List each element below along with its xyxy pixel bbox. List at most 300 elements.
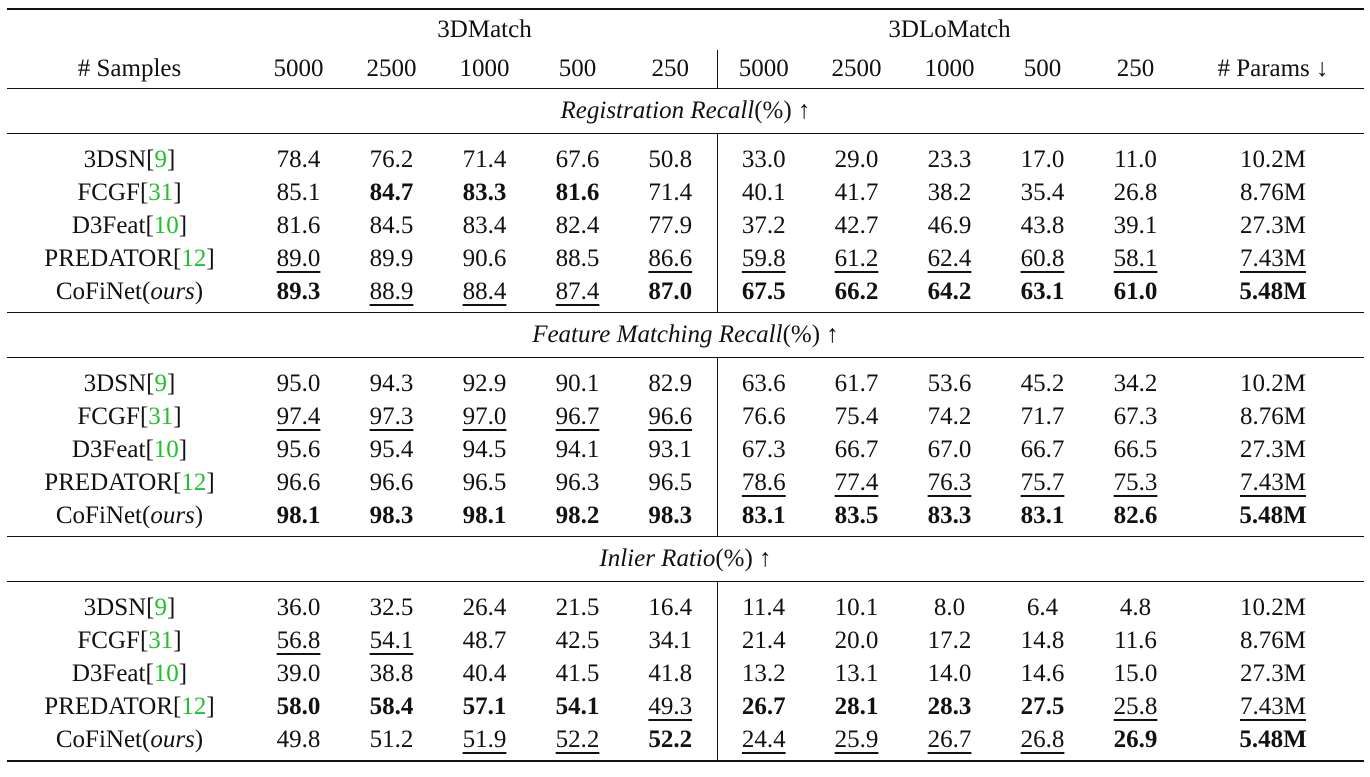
metric-value-cell bbox=[903, 657, 996, 690]
params-value: 10.2M bbox=[1240, 146, 1306, 173]
metric-value-cell bbox=[903, 466, 996, 499]
metric-value: 54.1 bbox=[369, 627, 414, 654]
metric-value-cell bbox=[345, 690, 438, 723]
metric-value: 98.3 bbox=[369, 502, 414, 529]
metric-value-cell bbox=[1089, 275, 1182, 313]
citation-link[interactable]: 31 bbox=[148, 179, 174, 206]
metric-value: 83.3 bbox=[927, 502, 972, 529]
table-row bbox=[7, 466, 1364, 499]
metric-value: 13.2 bbox=[741, 660, 786, 687]
table-row bbox=[7, 624, 1364, 657]
metric-value-cell bbox=[996, 433, 1089, 466]
metric-value-cell bbox=[810, 242, 903, 275]
metric-value: 96.6 bbox=[648, 403, 693, 430]
metric-value-cell bbox=[903, 690, 996, 723]
metric-value-cell bbox=[717, 209, 810, 242]
method-name-cell: FCGF[31] bbox=[77, 179, 182, 206]
metric-value: 71.7 bbox=[1020, 403, 1065, 430]
metric-value-cell bbox=[531, 723, 624, 761]
metric-value: 88.4 bbox=[462, 278, 507, 305]
metric-value-cell bbox=[996, 358, 1089, 401]
metric-value-cell bbox=[438, 209, 531, 242]
params-cell bbox=[1182, 176, 1364, 209]
metric-value-cell bbox=[438, 466, 531, 499]
metric-value: 4.8 bbox=[1119, 594, 1152, 621]
sample-count-header: 2500 bbox=[345, 50, 438, 89]
params-value: 27.3M bbox=[1240, 212, 1306, 239]
section-title-text: Inlier Ratio bbox=[599, 545, 716, 572]
metric-value-cell bbox=[252, 176, 345, 209]
metric-value: 26.7 bbox=[927, 726, 972, 753]
metric-value: 21.5 bbox=[555, 594, 600, 621]
metric-value-cell bbox=[1089, 134, 1182, 177]
dataset-3dlomatch-header: 3DLoMatch bbox=[888, 16, 1011, 43]
metric-value: 39.0 bbox=[276, 660, 321, 687]
method-name: 3DSN bbox=[83, 370, 147, 397]
metric-value-cell bbox=[345, 624, 438, 657]
metric-value-cell bbox=[624, 657, 717, 690]
method-name-cell: D3Feat[10] bbox=[71, 212, 188, 239]
metric-value-cell bbox=[810, 499, 903, 537]
metric-value: 66.5 bbox=[1113, 436, 1158, 463]
metric-value: 50.8 bbox=[648, 146, 693, 173]
section-title-text: Registration Recall bbox=[560, 97, 755, 124]
metric-value: 88.5 bbox=[555, 245, 600, 272]
metric-value: 97.3 bbox=[369, 403, 414, 430]
metric-value: 81.6 bbox=[276, 212, 321, 239]
metric-value-cell bbox=[531, 134, 624, 177]
metric-value-cell bbox=[717, 275, 810, 313]
params-value: 8.76M bbox=[1240, 403, 1306, 430]
metric-value-cell bbox=[903, 242, 996, 275]
metric-value: 90.6 bbox=[462, 245, 507, 272]
metric-value: 66.2 bbox=[834, 278, 879, 305]
metric-value: 87.0 bbox=[648, 278, 693, 305]
metric-value-cell bbox=[810, 723, 903, 761]
metric-value-cell bbox=[345, 358, 438, 401]
citation-link[interactable]: 12 bbox=[181, 693, 207, 720]
table-row bbox=[7, 176, 1364, 209]
metric-value: 83.4 bbox=[462, 212, 507, 239]
method-name-cell: FCGF[31] bbox=[77, 627, 182, 654]
params-value: 5.48M bbox=[1239, 278, 1307, 305]
method-name-cell: CoFiNet(ours) bbox=[7, 275, 252, 313]
metric-value: 63.1 bbox=[1020, 278, 1065, 305]
params-cell bbox=[1182, 275, 1364, 313]
metric-value: 60.8 bbox=[1020, 245, 1065, 272]
metric-value: 97.0 bbox=[462, 403, 507, 430]
metric-value: 85.1 bbox=[276, 179, 321, 206]
method-name: D3Feat bbox=[71, 660, 146, 687]
metric-value: 82.9 bbox=[648, 370, 693, 397]
metric-value: 77.9 bbox=[648, 212, 693, 239]
metric-value-cell bbox=[996, 499, 1089, 537]
metric-value-cell bbox=[438, 582, 531, 625]
metric-value: 62.4 bbox=[927, 245, 972, 272]
metric-value-cell bbox=[531, 176, 624, 209]
metric-value-cell bbox=[252, 275, 345, 313]
metric-value-cell bbox=[717, 134, 810, 177]
metric-value: 45.2 bbox=[1020, 370, 1065, 397]
sample-count-header: 1000 bbox=[903, 50, 996, 89]
table-body bbox=[7, 89, 1364, 762]
sample-count-header: 250 bbox=[1089, 50, 1182, 89]
metric-value: 89.0 bbox=[276, 245, 321, 272]
metric-value-cell bbox=[252, 209, 345, 242]
params-cell bbox=[1182, 466, 1364, 499]
citation-link[interactable]: 31 bbox=[148, 403, 174, 430]
metric-value-cell bbox=[996, 466, 1089, 499]
section-title-text: Feature Matching Recall bbox=[532, 321, 783, 348]
metric-value: 36.0 bbox=[276, 594, 321, 621]
metric-value-cell bbox=[717, 466, 810, 499]
metric-value: 20.0 bbox=[834, 627, 879, 654]
metric-value: 81.6 bbox=[555, 179, 600, 206]
metric-value-cell bbox=[624, 466, 717, 499]
method-name-cell: PREDATOR[12] bbox=[44, 469, 215, 496]
metric-value: 96.7 bbox=[555, 403, 600, 430]
table-row bbox=[7, 209, 1364, 242]
metric-value-cell bbox=[903, 582, 996, 625]
citation-link[interactable]: 31 bbox=[148, 627, 174, 654]
metric-value: 26.8 bbox=[1020, 726, 1065, 753]
metric-value: 14.8 bbox=[1020, 627, 1065, 654]
method-name-cell: PREDATOR[12] bbox=[44, 693, 215, 720]
metric-value: 64.2 bbox=[927, 278, 972, 305]
metric-value-cell bbox=[345, 209, 438, 242]
metric-value-cell bbox=[345, 499, 438, 537]
method-name: CoFiNet( bbox=[55, 502, 151, 529]
citation-link[interactable]: 10 bbox=[153, 436, 179, 463]
metric-value: 78.6 bbox=[741, 469, 786, 496]
metric-value-cell bbox=[810, 433, 903, 466]
metric-value-cell bbox=[717, 657, 810, 690]
table-row bbox=[7, 582, 1364, 625]
metric-value-cell bbox=[996, 134, 1089, 177]
metric-value: 51.9 bbox=[462, 726, 507, 753]
metric-value-cell bbox=[996, 209, 1089, 242]
metric-value: 37.2 bbox=[741, 212, 786, 239]
metric-value-cell bbox=[717, 690, 810, 723]
sample-count-header: 250 bbox=[624, 50, 717, 89]
metric-value-cell bbox=[624, 400, 717, 433]
section-title bbox=[7, 313, 1364, 358]
metric-value-cell bbox=[810, 657, 903, 690]
sample-count-header: 500 bbox=[531, 50, 624, 89]
metric-value-cell bbox=[252, 690, 345, 723]
citation-link[interactable]: 9 bbox=[154, 594, 167, 621]
metric-value: 34.2 bbox=[1113, 370, 1158, 397]
metric-value-cell bbox=[717, 400, 810, 433]
metric-value-cell bbox=[1089, 400, 1182, 433]
metric-value-cell bbox=[252, 400, 345, 433]
metric-value-cell bbox=[996, 624, 1089, 657]
table-row bbox=[7, 499, 1364, 537]
metric-value-cell bbox=[624, 624, 717, 657]
metric-value: 10.1 bbox=[834, 594, 879, 621]
metric-value: 75.3 bbox=[1113, 469, 1158, 496]
metric-value-cell bbox=[345, 400, 438, 433]
metric-value: 57.1 bbox=[462, 693, 507, 720]
metric-value: 71.4 bbox=[462, 146, 507, 173]
method-name: D3Feat bbox=[71, 212, 146, 239]
metric-value-cell bbox=[438, 176, 531, 209]
method-name: CoFiNet( bbox=[55, 726, 151, 753]
sample-count-header: 2500 bbox=[810, 50, 903, 89]
metric-value: 83.1 bbox=[1020, 502, 1065, 529]
metric-value-cell bbox=[531, 358, 624, 401]
metric-value: 71.4 bbox=[648, 179, 693, 206]
params-cell bbox=[1182, 358, 1364, 401]
params-value: 10.2M bbox=[1240, 370, 1306, 397]
metric-value-cell bbox=[810, 275, 903, 313]
metric-value-cell bbox=[1089, 466, 1182, 499]
params-header: # Params ↓ bbox=[1182, 50, 1364, 89]
metric-value: 67.5 bbox=[741, 278, 786, 305]
method-name-cell: FCGF[31] bbox=[77, 403, 182, 430]
metric-value: 29.0 bbox=[834, 146, 879, 173]
metric-value-cell bbox=[717, 582, 810, 625]
metric-value: 42.7 bbox=[834, 212, 879, 239]
metric-value-cell bbox=[345, 433, 438, 466]
metric-value: 25.9 bbox=[834, 726, 879, 753]
citation-link[interactable]: 12 bbox=[181, 469, 207, 496]
metric-value-cell bbox=[345, 657, 438, 690]
metric-value-cell bbox=[531, 499, 624, 537]
metric-value: 76.2 bbox=[369, 146, 414, 173]
metric-value: 83.5 bbox=[834, 502, 879, 529]
metric-value: 24.4 bbox=[741, 726, 786, 753]
metric-value: 17.0 bbox=[1020, 146, 1065, 173]
method-suffix: ours bbox=[150, 278, 195, 305]
metric-value-cell bbox=[252, 657, 345, 690]
metric-value-cell bbox=[1089, 499, 1182, 537]
metric-value-cell bbox=[252, 723, 345, 761]
metric-value-cell bbox=[345, 176, 438, 209]
metric-value-cell bbox=[1089, 242, 1182, 275]
method-name: CoFiNet( bbox=[55, 278, 151, 305]
section-title-suffix: (%) ↑ bbox=[715, 545, 772, 572]
metric-value: 15.0 bbox=[1113, 660, 1158, 687]
metric-value: 16.4 bbox=[648, 594, 693, 621]
metric-value: 58.4 bbox=[369, 693, 414, 720]
metric-value: 83.1 bbox=[741, 502, 786, 529]
metric-value: 98.1 bbox=[462, 502, 507, 529]
metric-value-cell bbox=[903, 275, 996, 313]
metric-value-cell bbox=[438, 499, 531, 537]
metric-value-cell bbox=[903, 134, 996, 177]
metric-value: 96.6 bbox=[369, 469, 414, 496]
params-value: 5.48M bbox=[1239, 726, 1307, 753]
metric-value: 90.1 bbox=[555, 370, 600, 397]
metric-value-cell bbox=[903, 176, 996, 209]
params-value: 7.43M bbox=[1240, 245, 1306, 272]
metric-value: 89.9 bbox=[369, 245, 414, 272]
metric-value: 58.0 bbox=[276, 693, 321, 720]
metric-value: 21.4 bbox=[741, 627, 786, 654]
metric-value: 13.1 bbox=[834, 660, 879, 687]
metric-value-cell bbox=[624, 242, 717, 275]
metric-value-cell bbox=[810, 176, 903, 209]
method-name: FCGF bbox=[77, 627, 140, 654]
method-name-cell: CoFiNet(ours) bbox=[7, 499, 252, 537]
metric-value-cell bbox=[252, 358, 345, 401]
metric-value: 8.0 bbox=[933, 594, 966, 621]
metric-value-cell bbox=[252, 624, 345, 657]
metric-value: 46.9 bbox=[927, 212, 972, 239]
metric-value-cell bbox=[996, 176, 1089, 209]
metric-value: 51.2 bbox=[369, 726, 414, 753]
metric-value-cell bbox=[345, 582, 438, 625]
metric-value-cell bbox=[996, 723, 1089, 761]
metric-value-cell bbox=[252, 433, 345, 466]
metric-value-cell bbox=[438, 400, 531, 433]
metric-value: 53.6 bbox=[927, 370, 972, 397]
metric-value-cell bbox=[438, 624, 531, 657]
metric-value: 98.3 bbox=[648, 502, 693, 529]
metric-value-cell bbox=[717, 624, 810, 657]
method-name-cell: D3Feat[10] bbox=[71, 436, 188, 463]
sample-count-header: 5000 bbox=[717, 50, 810, 89]
params-value: 5.48M bbox=[1239, 502, 1307, 529]
metric-value: 11.0 bbox=[1114, 146, 1157, 173]
metric-value-cell bbox=[996, 657, 1089, 690]
metric-value: 67.0 bbox=[927, 436, 972, 463]
table-row bbox=[7, 242, 1364, 275]
table-row bbox=[7, 433, 1364, 466]
section-title-suffix: (%) ↑ bbox=[782, 321, 839, 348]
metric-value: 41.8 bbox=[648, 660, 693, 687]
section-title bbox=[7, 89, 1364, 134]
metric-value: 40.4 bbox=[462, 660, 507, 687]
metric-value: 83.3 bbox=[462, 179, 507, 206]
metric-value: 93.1 bbox=[648, 436, 693, 463]
params-value: 27.3M bbox=[1240, 660, 1306, 687]
citation-link[interactable]: 10 bbox=[153, 212, 179, 239]
metric-value-cell bbox=[531, 275, 624, 313]
table-row bbox=[7, 657, 1364, 690]
metric-value-cell bbox=[1089, 624, 1182, 657]
method-name: 3DSN bbox=[83, 594, 147, 621]
metric-value: 6.4 bbox=[1026, 594, 1059, 621]
metric-value-cell bbox=[345, 242, 438, 275]
metric-value: 96.3 bbox=[555, 469, 600, 496]
metric-value: 97.4 bbox=[276, 403, 321, 430]
metric-value-cell bbox=[624, 723, 717, 761]
metric-value-cell bbox=[717, 176, 810, 209]
metric-value-cell bbox=[531, 433, 624, 466]
metric-value: 34.1 bbox=[648, 627, 693, 654]
metric-value-cell bbox=[624, 209, 717, 242]
metric-value-cell bbox=[1089, 657, 1182, 690]
metric-value: 61.0 bbox=[1113, 278, 1158, 305]
metric-value: 52.2 bbox=[648, 726, 693, 753]
metric-value-cell bbox=[903, 400, 996, 433]
citation-link[interactable]: 9 bbox=[154, 146, 167, 173]
metric-value-cell bbox=[438, 433, 531, 466]
metric-value-cell bbox=[438, 657, 531, 690]
metric-value: 95.6 bbox=[276, 436, 321, 463]
method-name-cell: PREDATOR[12] bbox=[44, 245, 215, 272]
metric-value-cell bbox=[996, 582, 1089, 625]
metric-value-cell bbox=[531, 657, 624, 690]
metric-value: 98.2 bbox=[555, 502, 600, 529]
metric-value-cell bbox=[1089, 433, 1182, 466]
metric-value-cell bbox=[531, 466, 624, 499]
metric-value-cell bbox=[996, 242, 1089, 275]
metric-value: 39.1 bbox=[1113, 212, 1158, 239]
metric-value: 88.9 bbox=[369, 278, 414, 305]
metric-value-cell bbox=[531, 209, 624, 242]
metric-value: 82.6 bbox=[1113, 502, 1158, 529]
metric-value: 35.4 bbox=[1020, 179, 1065, 206]
metric-value-cell bbox=[810, 358, 903, 401]
metric-value: 74.2 bbox=[927, 403, 972, 430]
metric-value: 59.8 bbox=[741, 245, 786, 272]
metric-value-cell bbox=[1089, 358, 1182, 401]
metric-value: 96.5 bbox=[462, 469, 507, 496]
metric-value-cell bbox=[810, 624, 903, 657]
metric-value-cell bbox=[252, 499, 345, 537]
method-name: PREDATOR bbox=[44, 469, 174, 496]
metric-value-cell bbox=[252, 582, 345, 625]
citation-link[interactable]: 10 bbox=[153, 660, 179, 687]
metric-value-cell bbox=[810, 466, 903, 499]
params-cell bbox=[1182, 723, 1364, 761]
metric-value: 92.9 bbox=[462, 370, 507, 397]
params-cell bbox=[1182, 242, 1364, 275]
metric-value: 26.8 bbox=[1113, 179, 1158, 206]
metric-value: 27.5 bbox=[1020, 693, 1065, 720]
metric-value-cell bbox=[810, 690, 903, 723]
metric-value: 38.8 bbox=[369, 660, 414, 687]
metric-value: 84.5 bbox=[369, 212, 414, 239]
metric-value: 86.6 bbox=[648, 245, 693, 272]
table-row bbox=[7, 690, 1364, 723]
metric-value: 25.8 bbox=[1113, 693, 1158, 720]
citation-link[interactable]: 9 bbox=[154, 370, 167, 397]
metric-value-cell bbox=[624, 176, 717, 209]
metric-value-cell bbox=[252, 242, 345, 275]
metric-value: 41.7 bbox=[834, 179, 879, 206]
table-row bbox=[7, 275, 1364, 313]
metric-value: 28.3 bbox=[927, 693, 972, 720]
method-name: FCGF bbox=[77, 403, 140, 430]
metric-value: 14.6 bbox=[1020, 660, 1065, 687]
method-name: PREDATOR bbox=[44, 693, 174, 720]
citation-link[interactable]: 12 bbox=[181, 245, 207, 272]
table-row bbox=[7, 723, 1364, 761]
metric-value: 76.3 bbox=[927, 469, 972, 496]
metric-value-cell bbox=[996, 275, 1089, 313]
metric-value: 76.6 bbox=[741, 403, 786, 430]
params-value: 7.43M bbox=[1240, 693, 1306, 720]
metric-value: 26.9 bbox=[1113, 726, 1158, 753]
params-cell bbox=[1182, 433, 1364, 466]
metric-value: 96.5 bbox=[648, 469, 693, 496]
metric-value: 95.4 bbox=[369, 436, 414, 463]
metric-value: 98.1 bbox=[276, 502, 321, 529]
section-header-row bbox=[7, 537, 1364, 582]
method-name-cell: 3DSN[9] bbox=[83, 594, 176, 621]
dataset-3dmatch-header: 3DMatch bbox=[437, 16, 532, 43]
metric-value: 14.0 bbox=[927, 660, 972, 687]
metric-value-cell bbox=[624, 275, 717, 313]
metric-value: 54.1 bbox=[555, 693, 600, 720]
metric-value: 41.5 bbox=[555, 660, 600, 687]
metric-value: 33.0 bbox=[741, 146, 786, 173]
metric-value-cell bbox=[810, 582, 903, 625]
